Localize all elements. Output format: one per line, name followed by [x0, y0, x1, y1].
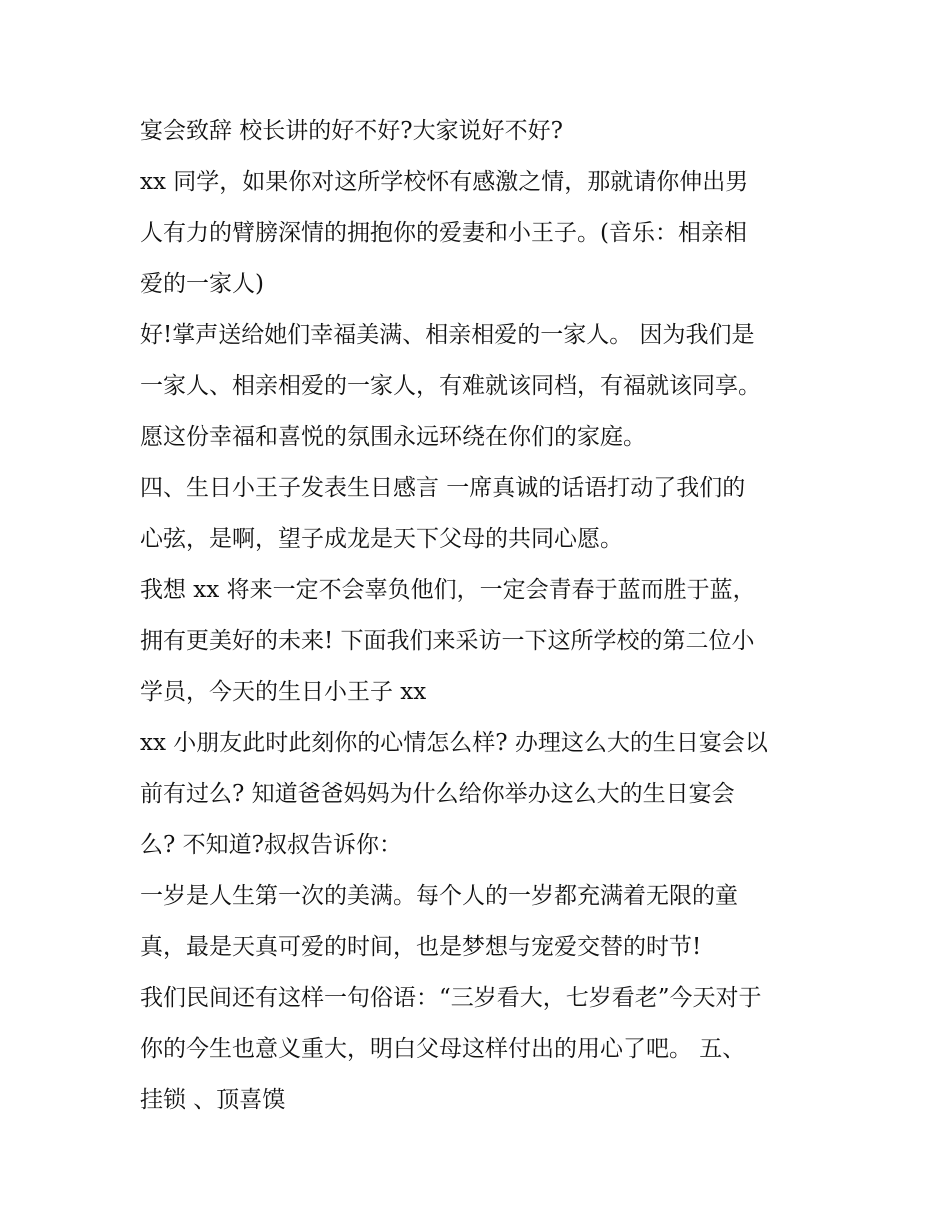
- text-line: 宴会致辞 校长讲的好不好?大家说好不好?: [140, 118, 563, 144]
- text-line: 心弦，是啊，望子成龙是天下父母的共同心愿。: [140, 526, 623, 552]
- text-line: 挂锁 、顶喜馍: [140, 1087, 286, 1113]
- text-line: 愿这份幸福和喜悦的氛围永远环绕在你们的家庭。: [140, 424, 646, 450]
- text-line: 前有过么? 知道爸爸妈妈为什么给你举办这么大的生日宴会: [140, 781, 735, 807]
- text-line: xx 同学，如果你对这所学校怀有感激之情，那就请你伸出男: [140, 169, 749, 195]
- text-line: xx 小朋友此时此刻你的心情怎么样? 办理这么大的生日宴会以: [140, 730, 768, 756]
- text-line: 爱的一家人): [140, 271, 264, 297]
- text-line: 人有力的臂膀深情的拥抱你的爱妻和小王子。(音乐：相亲相: [140, 220, 747, 246]
- text-line: 真，最是天真可爱的时间，也是梦想与宠爱交替的时节!: [140, 934, 702, 960]
- document-body: [140, 106, 820, 1126]
- text-line: 一岁是人生第一次的美满。每个人的一岁都充满着无限的童: [140, 883, 738, 909]
- text-line: 拥有更美好的未来! 下面我们来采访一下这所学校的第二位小: [140, 628, 755, 654]
- text-line: 学员，今天的生日小王子 xx: [140, 679, 427, 705]
- text-line: 四、生日小王子发表生日感言 一席真诚的话语打动了我们的: [140, 475, 746, 501]
- text-line: 么? 不知道?叔叔告诉你：: [140, 832, 402, 858]
- text-line: 好!掌声送给她们幸福美满、相亲相爱的一家人。 因为我们是: [140, 322, 755, 348]
- text-line: 我们民间还有这样一句俗语：“三岁看大，七岁看老”今天对于: [140, 985, 762, 1011]
- text-line: 我想 xx 将来一定不会辜负他们，一定会青春于蓝而胜于蓝，: [140, 577, 756, 603]
- text-line: 你的今生也意义重大，明白父母这样付出的用心了吧。 五、: [140, 1036, 746, 1062]
- text-line: 一家人、相亲相爱的一家人，有难就该同档，有福就该同享。: [140, 373, 761, 399]
